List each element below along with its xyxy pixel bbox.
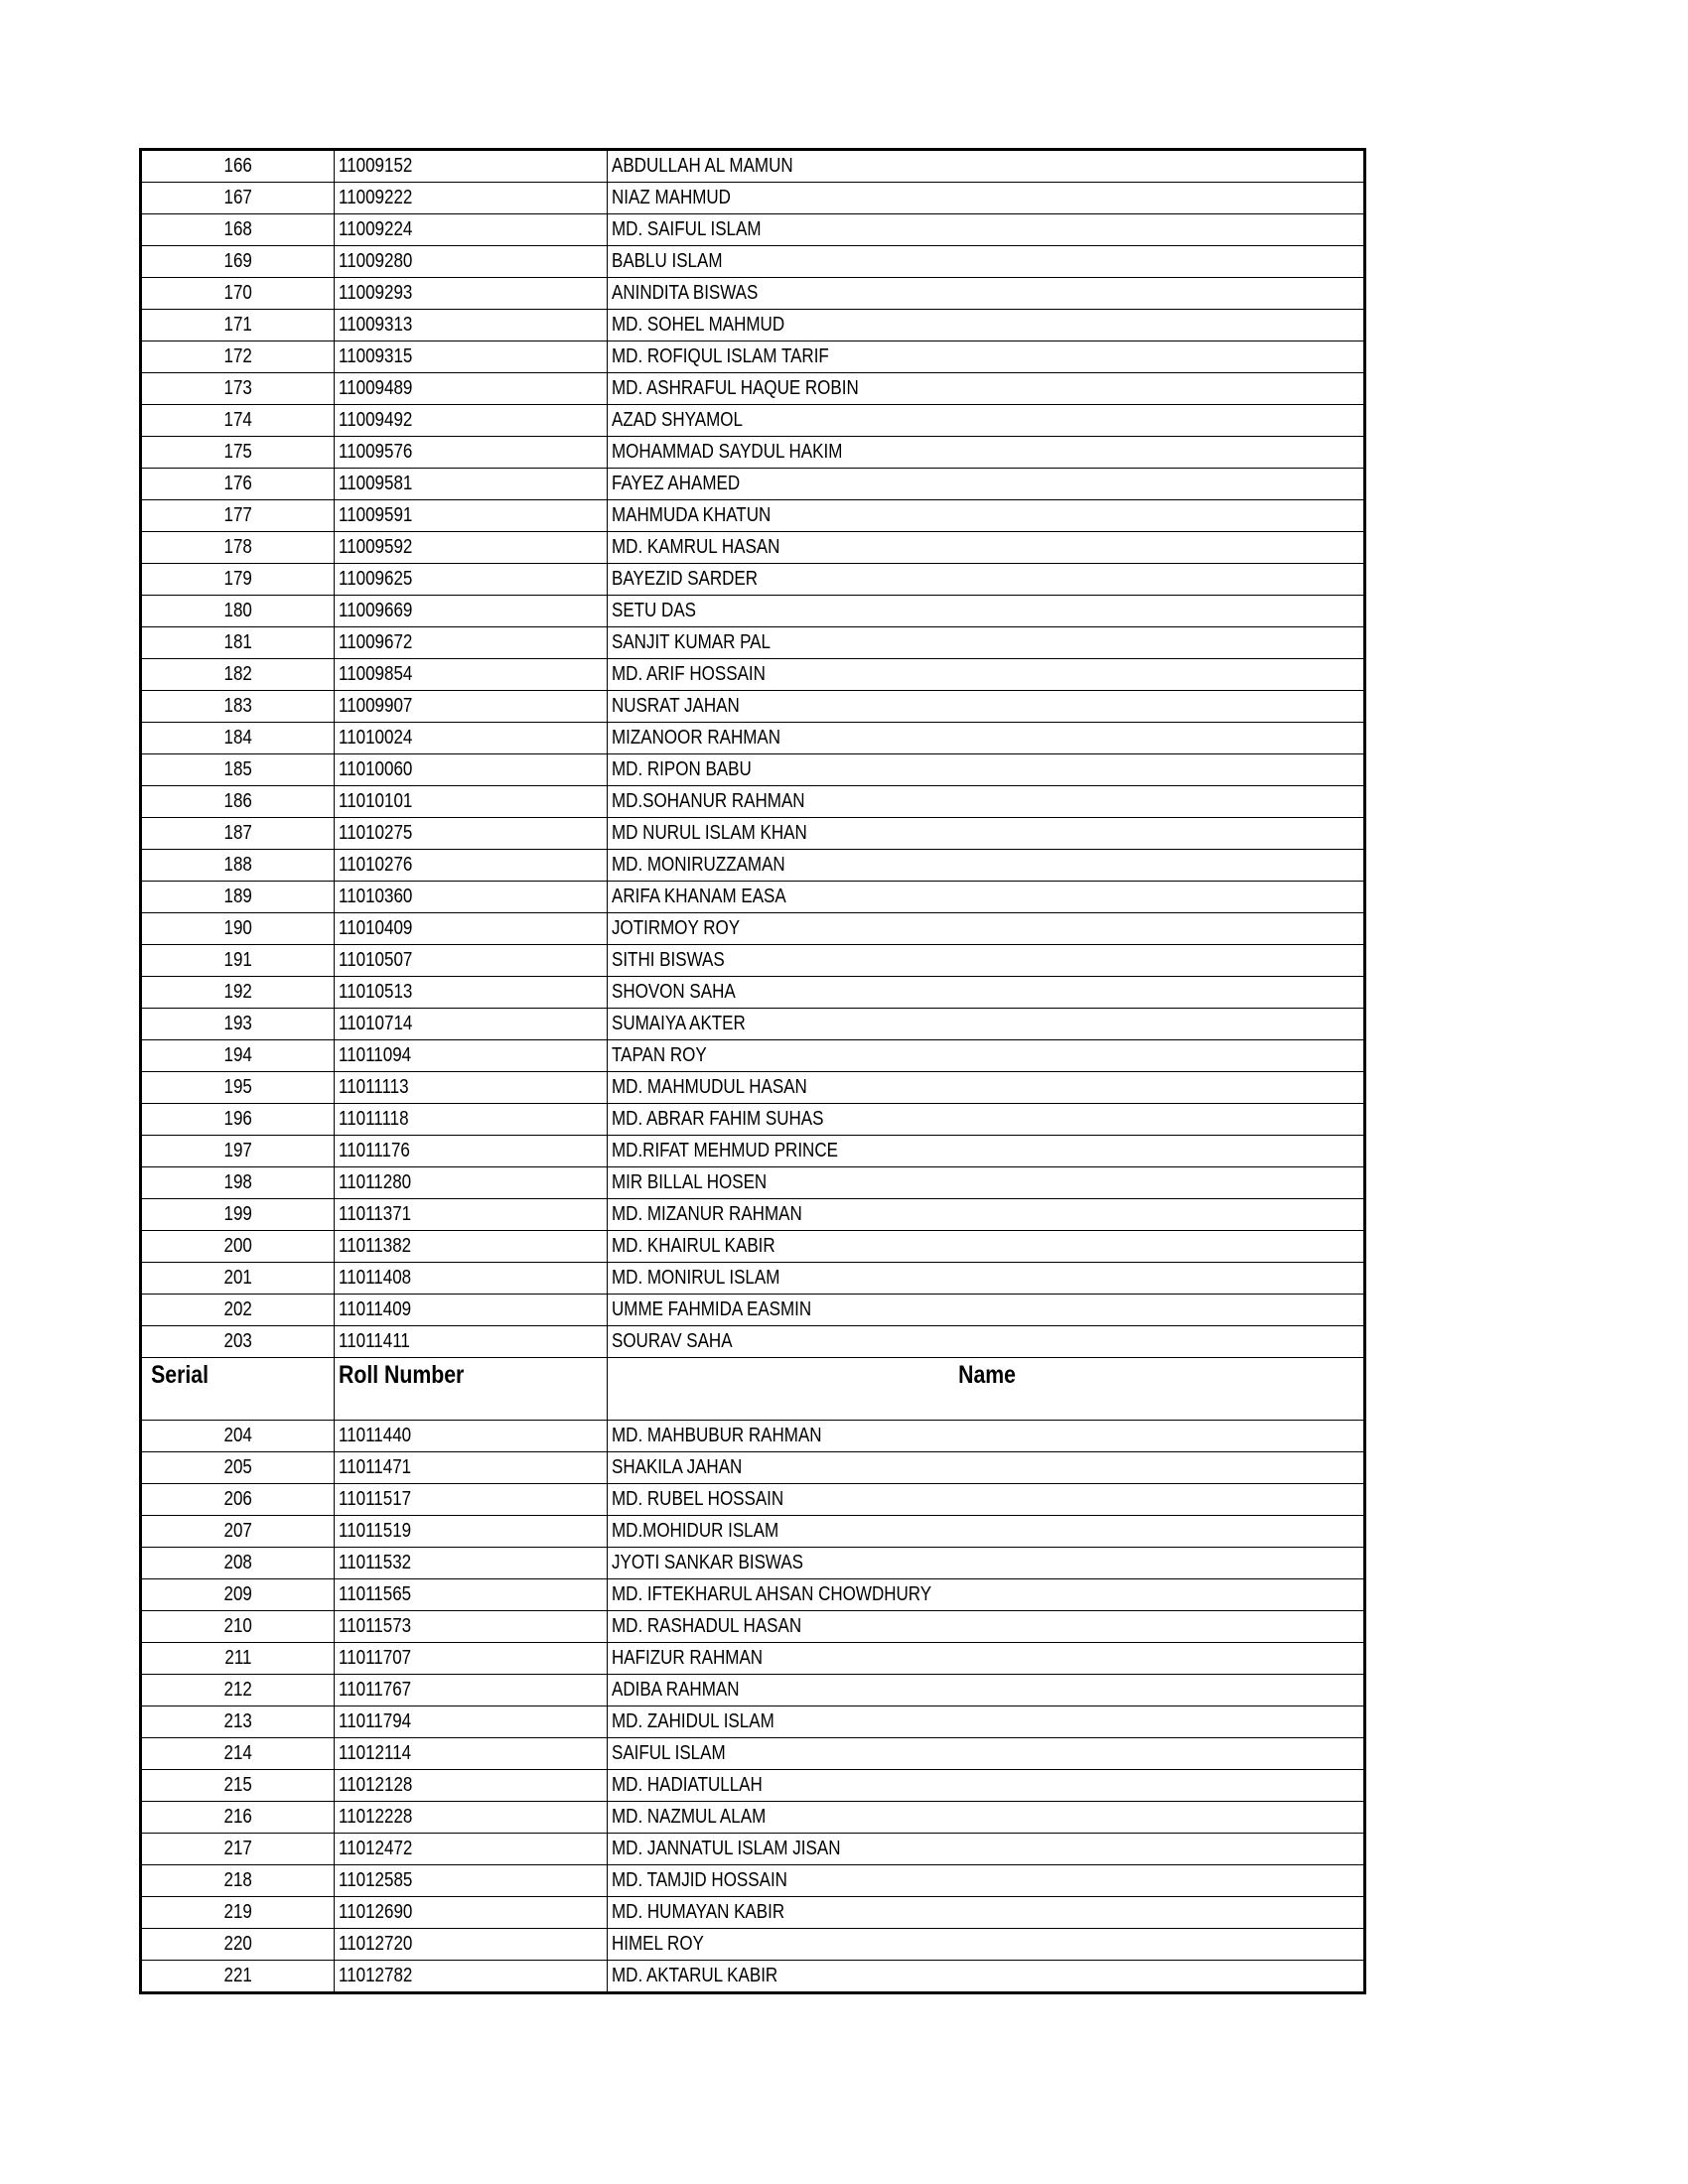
roll-number-cell: 11011794 bbox=[335, 1706, 608, 1738]
table-row bbox=[141, 596, 1365, 627]
table-row bbox=[141, 1295, 1365, 1326]
roll-number-cell: 11012690 bbox=[335, 1897, 608, 1929]
name-cell: SHAKILA JAHAN bbox=[608, 1452, 1365, 1484]
serial-cell: 174 bbox=[141, 405, 335, 437]
table-row bbox=[141, 1104, 1365, 1136]
table-row bbox=[141, 469, 1365, 500]
roll-number-cell: 11011767 bbox=[335, 1675, 608, 1706]
name-cell: MD. AKTARUL KABIR bbox=[608, 1961, 1365, 1993]
serial-cell: 203 bbox=[141, 1326, 335, 1358]
serial-cell: 177 bbox=[141, 500, 335, 532]
name-cell: UMME FAHMIDA EASMIN bbox=[608, 1295, 1365, 1326]
serial-cell: 193 bbox=[141, 1009, 335, 1040]
serial-cell: 185 bbox=[141, 754, 335, 786]
table-row bbox=[141, 1263, 1365, 1295]
roll-number-cell: 11011409 bbox=[335, 1295, 608, 1326]
serial-cell: 188 bbox=[141, 850, 335, 882]
serial-cell: 213 bbox=[141, 1706, 335, 1738]
name-cell: MD. MONIRUL ISLAM bbox=[608, 1263, 1365, 1295]
roll-number-cell: 11012720 bbox=[335, 1929, 608, 1961]
table-row bbox=[141, 659, 1365, 691]
serial-cell: 198 bbox=[141, 1167, 335, 1199]
roll-number-cell: 11010101 bbox=[335, 786, 608, 818]
roll-number-cell: 11009293 bbox=[335, 278, 608, 310]
table-row bbox=[141, 532, 1365, 564]
name-cell: MD. ARIF HOSSAIN bbox=[608, 659, 1365, 691]
table-row bbox=[141, 1231, 1365, 1263]
name-cell: SHOVON SAHA bbox=[608, 977, 1365, 1009]
roll-number-cell: 11009280 bbox=[335, 246, 608, 278]
table-row bbox=[141, 310, 1365, 341]
roll-number-cell: 11012472 bbox=[335, 1834, 608, 1865]
name-cell: ABDULLAH AL MAMUN bbox=[608, 150, 1365, 183]
name-cell: SAIFUL ISLAM bbox=[608, 1738, 1365, 1770]
table-row bbox=[141, 977, 1365, 1009]
table-row bbox=[141, 1706, 1365, 1738]
name-cell: HAFIZUR RAHMAN bbox=[608, 1643, 1365, 1675]
name-cell: AZAD SHYAMOL bbox=[608, 405, 1365, 437]
serial-cell: 215 bbox=[141, 1770, 335, 1802]
name-cell: MD. ASHRAFUL HAQUE ROBIN bbox=[608, 373, 1365, 405]
table-row bbox=[141, 1834, 1365, 1865]
serial-cell: 186 bbox=[141, 786, 335, 818]
roll-number-cell: 11009576 bbox=[335, 437, 608, 469]
table-row bbox=[141, 278, 1365, 310]
serial-cell: 216 bbox=[141, 1802, 335, 1834]
serial-cell: 212 bbox=[141, 1675, 335, 1706]
roll-number-cell: 11011411 bbox=[335, 1326, 608, 1358]
roll-number-cell: 11011118 bbox=[335, 1104, 608, 1136]
name-cell: ARIFA KHANAM EASA bbox=[608, 882, 1365, 913]
table-row bbox=[141, 1040, 1365, 1072]
name-cell: MD. NAZMUL ALAM bbox=[608, 1802, 1365, 1834]
serial-cell: 183 bbox=[141, 691, 335, 723]
table-row bbox=[141, 150, 1365, 183]
table-row bbox=[141, 1802, 1365, 1834]
roll-number-cell: 11010024 bbox=[335, 723, 608, 754]
roll-number-cell: 11009222 bbox=[335, 183, 608, 214]
serial-cell: 194 bbox=[141, 1040, 335, 1072]
table-row bbox=[141, 1484, 1365, 1516]
table-row bbox=[141, 373, 1365, 405]
roll-number-cell: 11011707 bbox=[335, 1643, 608, 1675]
name-cell: JOTIRMOY ROY bbox=[608, 913, 1365, 945]
roll-number-cell: 11009591 bbox=[335, 500, 608, 532]
roll-number-cell: 11011565 bbox=[335, 1579, 608, 1611]
serial-cell: 197 bbox=[141, 1136, 335, 1167]
table-row bbox=[141, 786, 1365, 818]
serial-cell: 176 bbox=[141, 469, 335, 500]
name-cell: ANINDITA BISWAS bbox=[608, 278, 1365, 310]
roll-number-cell: 11011094 bbox=[335, 1040, 608, 1072]
serial-cell: 167 bbox=[141, 183, 335, 214]
table-row bbox=[141, 1579, 1365, 1611]
table-row bbox=[141, 183, 1365, 214]
serial-cell: 178 bbox=[141, 532, 335, 564]
roll-number-cell: 11009224 bbox=[335, 214, 608, 246]
name-cell: MD.RIFAT MEHMUD PRINCE bbox=[608, 1136, 1365, 1167]
name-cell: MD. RIPON BABU bbox=[608, 754, 1365, 786]
name-cell: JYOTI SANKAR BISWAS bbox=[608, 1548, 1365, 1579]
roll-number-cell: 11012114 bbox=[335, 1738, 608, 1770]
name-cell: MD. RASHADUL HASAN bbox=[608, 1611, 1365, 1643]
roll-number-cell: 11009592 bbox=[335, 532, 608, 564]
name-cell: MAHMUDA KHATUN bbox=[608, 500, 1365, 532]
name-cell: HIMEL ROY bbox=[608, 1929, 1365, 1961]
name-cell: SOURAV SAHA bbox=[608, 1326, 1365, 1358]
table-row bbox=[141, 1516, 1365, 1548]
serial-cell: 202 bbox=[141, 1295, 335, 1326]
table-header-row-group bbox=[141, 1358, 1365, 1421]
table-row bbox=[141, 945, 1365, 977]
table-body-top bbox=[141, 150, 1365, 1358]
roll-number-cell: 11011280 bbox=[335, 1167, 608, 1199]
roll-number-cell: 11011519 bbox=[335, 1516, 608, 1548]
roll-number-cell: 11011371 bbox=[335, 1199, 608, 1231]
roll-number-cell: 11011113 bbox=[335, 1072, 608, 1104]
serial-cell: 182 bbox=[141, 659, 335, 691]
name-cell: MD.SOHANUR RAHMAN bbox=[608, 786, 1365, 818]
table-body-bottom bbox=[141, 1421, 1365, 1993]
serial-cell: 170 bbox=[141, 278, 335, 310]
roll-number-cell: 11009907 bbox=[335, 691, 608, 723]
name-cell: MD. SAIFUL ISLAM bbox=[608, 214, 1365, 246]
name-cell: MOHAMMAD SAYDUL HAKIM bbox=[608, 437, 1365, 469]
serial-cell: 211 bbox=[141, 1643, 335, 1675]
name-cell: MD. ZAHIDUL ISLAM bbox=[608, 1706, 1365, 1738]
table-row bbox=[141, 246, 1365, 278]
table-row bbox=[141, 1072, 1365, 1104]
serial-cell: 208 bbox=[141, 1548, 335, 1579]
serial-cell: 210 bbox=[141, 1611, 335, 1643]
table-row bbox=[141, 1452, 1365, 1484]
name-cell: MD. MAHBUBUR RAHMAN bbox=[608, 1421, 1365, 1452]
name-cell: MIR BILLAL HOSEN bbox=[608, 1167, 1365, 1199]
name-cell: MD. ABRAR FAHIM SUHAS bbox=[608, 1104, 1365, 1136]
serial-cell: 207 bbox=[141, 1516, 335, 1548]
serial-cell: 184 bbox=[141, 723, 335, 754]
name-cell: MD NURUL ISLAM KHAN bbox=[608, 818, 1365, 850]
table-row bbox=[141, 437, 1365, 469]
table-row bbox=[141, 913, 1365, 945]
name-cell: MD. KHAIRUL KABIR bbox=[608, 1231, 1365, 1263]
table-row bbox=[141, 1643, 1365, 1675]
table-row bbox=[141, 723, 1365, 754]
roll-number-cell: 11010275 bbox=[335, 818, 608, 850]
roll-number-cell: 11012228 bbox=[335, 1802, 608, 1834]
results-sheet bbox=[139, 148, 1363, 1994]
name-cell: MD. SOHEL MAHMUD bbox=[608, 310, 1365, 341]
serial-cell: 220 bbox=[141, 1929, 335, 1961]
table-row bbox=[141, 500, 1365, 532]
roll-number-cell: 11011532 bbox=[335, 1548, 608, 1579]
serial-cell: 187 bbox=[141, 818, 335, 850]
table-row bbox=[141, 1326, 1365, 1358]
table-row bbox=[141, 1009, 1365, 1040]
roll-number-cell: 11011176 bbox=[335, 1136, 608, 1167]
table-row bbox=[141, 341, 1365, 373]
student-list-table bbox=[139, 148, 1366, 1994]
name-cell: MD. HUMAYAN KABIR bbox=[608, 1897, 1365, 1929]
serial-cell: 171 bbox=[141, 310, 335, 341]
roll-number-column-header: Roll Number bbox=[335, 1358, 608, 1421]
name-cell: SANJIT KUMAR PAL bbox=[608, 627, 1365, 659]
roll-number-cell: 11009492 bbox=[335, 405, 608, 437]
roll-number-cell: 11009489 bbox=[335, 373, 608, 405]
serial-cell: 192 bbox=[141, 977, 335, 1009]
name-cell: MIZANOOR RAHMAN bbox=[608, 723, 1365, 754]
roll-number-cell: 11010507 bbox=[335, 945, 608, 977]
serial-cell: 173 bbox=[141, 373, 335, 405]
table-row bbox=[141, 627, 1365, 659]
serial-cell: 179 bbox=[141, 564, 335, 596]
roll-number-cell: 11011471 bbox=[335, 1452, 608, 1484]
name-cell: MD. JANNATUL ISLAM JISAN bbox=[608, 1834, 1365, 1865]
serial-cell: 191 bbox=[141, 945, 335, 977]
name-cell: SITHI BISWAS bbox=[608, 945, 1365, 977]
serial-cell: 206 bbox=[141, 1484, 335, 1516]
table-row bbox=[141, 1961, 1365, 1993]
serial-cell: 205 bbox=[141, 1452, 335, 1484]
table-row bbox=[141, 850, 1365, 882]
name-cell: MD. MAHMUDUL HASAN bbox=[608, 1072, 1365, 1104]
name-cell: MD.MOHIDUR ISLAM bbox=[608, 1516, 1365, 1548]
serial-cell: 217 bbox=[141, 1834, 335, 1865]
serial-cell: 169 bbox=[141, 246, 335, 278]
table-row bbox=[141, 1865, 1365, 1897]
roll-number-cell: 11011573 bbox=[335, 1611, 608, 1643]
serial-cell: 209 bbox=[141, 1579, 335, 1611]
name-column-header: Name bbox=[608, 1358, 1365, 1421]
name-cell: MD. MONIRUZZAMAN bbox=[608, 850, 1365, 882]
serial-cell: 180 bbox=[141, 596, 335, 627]
serial-cell: 200 bbox=[141, 1231, 335, 1263]
roll-number-cell: 11009152 bbox=[335, 150, 608, 183]
serial-cell: 172 bbox=[141, 341, 335, 373]
table-row bbox=[141, 214, 1365, 246]
name-cell: FAYEZ AHAMED bbox=[608, 469, 1365, 500]
table-row bbox=[141, 882, 1365, 913]
roll-number-cell: 11009625 bbox=[335, 564, 608, 596]
table-header-row bbox=[141, 1358, 1365, 1421]
roll-number-cell: 11010409 bbox=[335, 913, 608, 945]
roll-number-cell: 11010360 bbox=[335, 882, 608, 913]
name-cell: ADIBA RAHMAN bbox=[608, 1675, 1365, 1706]
name-cell: MD. RUBEL HOSSAIN bbox=[608, 1484, 1365, 1516]
name-cell: NIAZ MAHMUD bbox=[608, 183, 1365, 214]
serial-cell: 181 bbox=[141, 627, 335, 659]
roll-number-cell: 11009581 bbox=[335, 469, 608, 500]
table-row bbox=[141, 405, 1365, 437]
roll-number-cell: 11009854 bbox=[335, 659, 608, 691]
serial-cell: 219 bbox=[141, 1897, 335, 1929]
serial-cell: 218 bbox=[141, 1865, 335, 1897]
name-cell: MD. ROFIQUL ISLAM TARIF bbox=[608, 341, 1365, 373]
name-cell: MD. HADIATULLAH bbox=[608, 1770, 1365, 1802]
name-cell: MD. KAMRUL HASAN bbox=[608, 532, 1365, 564]
serial-cell: 166 bbox=[141, 150, 335, 183]
serial-cell: 201 bbox=[141, 1263, 335, 1295]
table-row bbox=[141, 1136, 1365, 1167]
serial-cell: 204 bbox=[141, 1421, 335, 1452]
name-cell: MD. TAMJID HOSSAIN bbox=[608, 1865, 1365, 1897]
serial-cell: 190 bbox=[141, 913, 335, 945]
table-row bbox=[141, 1199, 1365, 1231]
roll-number-cell: 11011440 bbox=[335, 1421, 608, 1452]
roll-number-cell: 11010060 bbox=[335, 754, 608, 786]
roll-number-cell: 11010276 bbox=[335, 850, 608, 882]
serial-cell: 175 bbox=[141, 437, 335, 469]
table-row bbox=[141, 691, 1365, 723]
table-row bbox=[141, 1897, 1365, 1929]
table-row bbox=[141, 1167, 1365, 1199]
table-row bbox=[141, 1929, 1365, 1961]
roll-number-cell: 11011382 bbox=[335, 1231, 608, 1263]
table-row bbox=[141, 1770, 1365, 1802]
name-cell: SUMAIYA AKTER bbox=[608, 1009, 1365, 1040]
roll-number-cell: 11009672 bbox=[335, 627, 608, 659]
name-cell: MD. IFTEKHARUL AHSAN CHOWDHURY bbox=[608, 1579, 1365, 1611]
roll-number-cell: 11011408 bbox=[335, 1263, 608, 1295]
table-row bbox=[141, 1675, 1365, 1706]
serial-cell: 168 bbox=[141, 214, 335, 246]
name-cell: BAYEZID SARDER bbox=[608, 564, 1365, 596]
name-cell: TAPAN ROY bbox=[608, 1040, 1365, 1072]
serial-column-header: Serial bbox=[141, 1358, 335, 1421]
serial-cell: 221 bbox=[141, 1961, 335, 1993]
roll-number-cell: 11009313 bbox=[335, 310, 608, 341]
name-cell: MD. MIZANUR RAHMAN bbox=[608, 1199, 1365, 1231]
table-row bbox=[141, 1421, 1365, 1452]
serial-cell: 189 bbox=[141, 882, 335, 913]
name-cell: BABLU ISLAM bbox=[608, 246, 1365, 278]
serial-cell: 199 bbox=[141, 1199, 335, 1231]
serial-cell: 214 bbox=[141, 1738, 335, 1770]
name-cell: SETU DAS bbox=[608, 596, 1365, 627]
roll-number-cell: 11010714 bbox=[335, 1009, 608, 1040]
roll-number-cell: 11009669 bbox=[335, 596, 608, 627]
table-row bbox=[141, 1548, 1365, 1579]
serial-cell: 196 bbox=[141, 1104, 335, 1136]
serial-cell: 195 bbox=[141, 1072, 335, 1104]
name-cell: NUSRAT JAHAN bbox=[608, 691, 1365, 723]
table-row bbox=[141, 754, 1365, 786]
table-row bbox=[141, 564, 1365, 596]
roll-number-cell: 11009315 bbox=[335, 341, 608, 373]
roll-number-cell: 11010513 bbox=[335, 977, 608, 1009]
roll-number-cell: 11012782 bbox=[335, 1961, 608, 1993]
table-row bbox=[141, 1611, 1365, 1643]
roll-number-cell: 11012585 bbox=[335, 1865, 608, 1897]
roll-number-cell: 11012128 bbox=[335, 1770, 608, 1802]
table-row bbox=[141, 1738, 1365, 1770]
roll-number-cell: 11011517 bbox=[335, 1484, 608, 1516]
table-row bbox=[141, 818, 1365, 850]
